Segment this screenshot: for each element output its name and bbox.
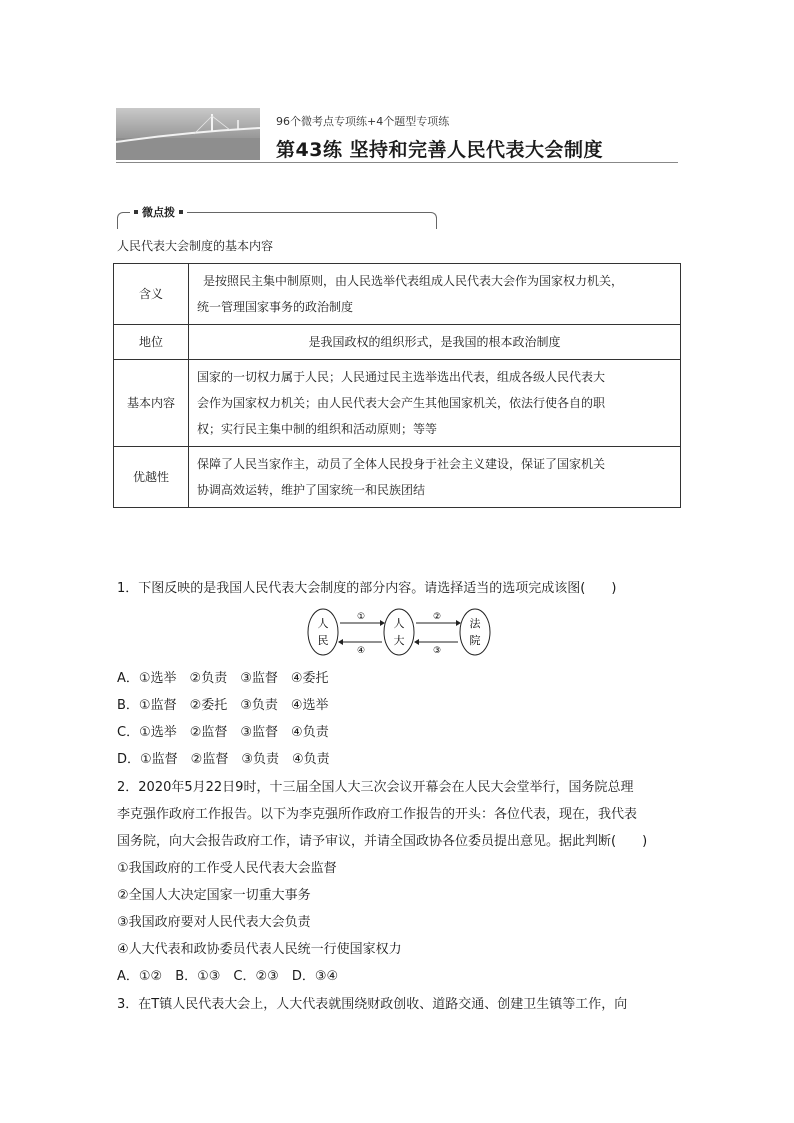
cell-line: 协调高效运转，维护了国家统一和民族团结 <box>197 483 426 497</box>
q2-line: 李克强作政府工作报告。以下为李克强所作政府工作报告的开头：各位代表，现在，我代表 <box>117 807 638 822</box>
header-bridge-image <box>116 108 260 160</box>
table-cell-value <box>189 360 681 447</box>
question-1-stem: 1．下图反映的是我国人民代表大会制度的部分内容。请选择适当的选项完成该图( ) <box>117 581 617 596</box>
q1-option-b: B．①监督 ②委托 ③负责 ④选举 <box>117 698 329 713</box>
q2-options: A．①② B．①③ C．②③ D．③④ <box>117 969 339 984</box>
q1-option-d: D．①监督 ②监督 ③负责 ④负责 <box>117 752 330 767</box>
arrow-2-label: ② <box>432 612 442 622</box>
node-court-char1: 法 <box>469 617 481 630</box>
node-people-char2: 民 <box>317 634 329 647</box>
cell-line: 是按照民主集中制原则，由人民选举代表组成人民代表大会作为国家权力机关， <box>203 274 624 288</box>
series-label: 96个微考点专项练+4个题型专项练 <box>276 115 450 128</box>
bullet-square-icon <box>134 210 138 214</box>
table-cell-key: 基本内容 <box>114 360 189 447</box>
cell-line: 会作为国家权力机关；由人民代表大会产生其他国家机关，依法行使各自的职 <box>197 396 606 410</box>
bullet-square-icon <box>179 210 183 214</box>
table-row <box>114 325 681 360</box>
node-npc <box>384 609 414 655</box>
table-cell-value <box>189 447 681 508</box>
table-cell-value <box>189 325 681 360</box>
table-cell-value <box>189 264 681 325</box>
cell-line: 是我国政权的组织形式，是我国的根本政治制度 <box>308 335 561 349</box>
node-people-char1: 人 <box>317 617 329 630</box>
cell-line: 统一管理国家事务的政治制度 <box>197 300 354 314</box>
cell-line: 权；实行民主集中制的组织和活动原则；等等 <box>197 422 438 436</box>
arrow-3-label: ③ <box>432 646 442 656</box>
table-cell-key: 地位 <box>114 325 189 360</box>
q2-statement: ②全国人大决定国家一切重大事务 <box>117 888 311 903</box>
bridge-illustration <box>116 108 260 160</box>
table-cell-key: 含义 <box>114 264 189 325</box>
node-npc-char2: 大 <box>393 634 405 647</box>
q2-statement: ①我国政府的工作受人民代表大会监督 <box>117 861 337 876</box>
arrow-1-label: ① <box>356 612 366 622</box>
table-row <box>114 360 681 447</box>
section-heading: 人民代表大会制度的基本内容 <box>117 239 274 253</box>
node-court-char2: 院 <box>469 634 481 647</box>
page-title: 第43练 坚持和完善人民代表大会制度 <box>276 139 604 161</box>
node-npc-char1: 人 <box>393 617 405 630</box>
cell-line: 国家的一切权力属于人民；人民通过民主选举选出代表，组成各级人民代表大 <box>197 370 606 384</box>
cell-line: 保障了人民当家作主，动员了全体人民投身于社会主义建设，保证了国家机关 <box>197 457 606 471</box>
info-table <box>113 263 681 508</box>
table-row <box>114 264 681 325</box>
q1-option-c: C．①选举 ②监督 ③监督 ④负责 <box>117 725 329 740</box>
q1-diagram <box>306 607 492 657</box>
arrow-4-head <box>338 639 343 645</box>
arrow-3-head <box>414 639 419 645</box>
node-court <box>460 609 490 655</box>
q2-line: 2．2020年5月22日9时，十三届全国人大三次会议开幕会在人民大会堂举行，国务院总理 <box>117 780 634 795</box>
arrow-4-label: ④ <box>356 646 366 656</box>
q1-option-a: A．①选举 ②负责 ③监督 ④委托 <box>117 671 329 686</box>
table-cell-key: 优越性 <box>114 447 189 508</box>
q2-statement: ③我国政府要对人民代表大会负责 <box>117 915 311 930</box>
section-label <box>130 204 187 220</box>
section-label-text: 微点拨 <box>142 206 175 219</box>
q2-statement: ④人大代表和政协委员代表人民统一行使国家权力 <box>117 942 402 957</box>
node-people <box>308 609 338 655</box>
header-rule <box>116 162 678 163</box>
table-row <box>114 447 681 508</box>
q3-line: 3．在T镇人民代表大会上，人大代表就围绕财政创收、道路交通、创建卫生镇等工作，向 <box>117 997 628 1012</box>
q2-line: 国务院，向大会报告政府工作，请予审议，并请全国政协各位委员提出意见。据此判断( ) <box>117 834 648 849</box>
